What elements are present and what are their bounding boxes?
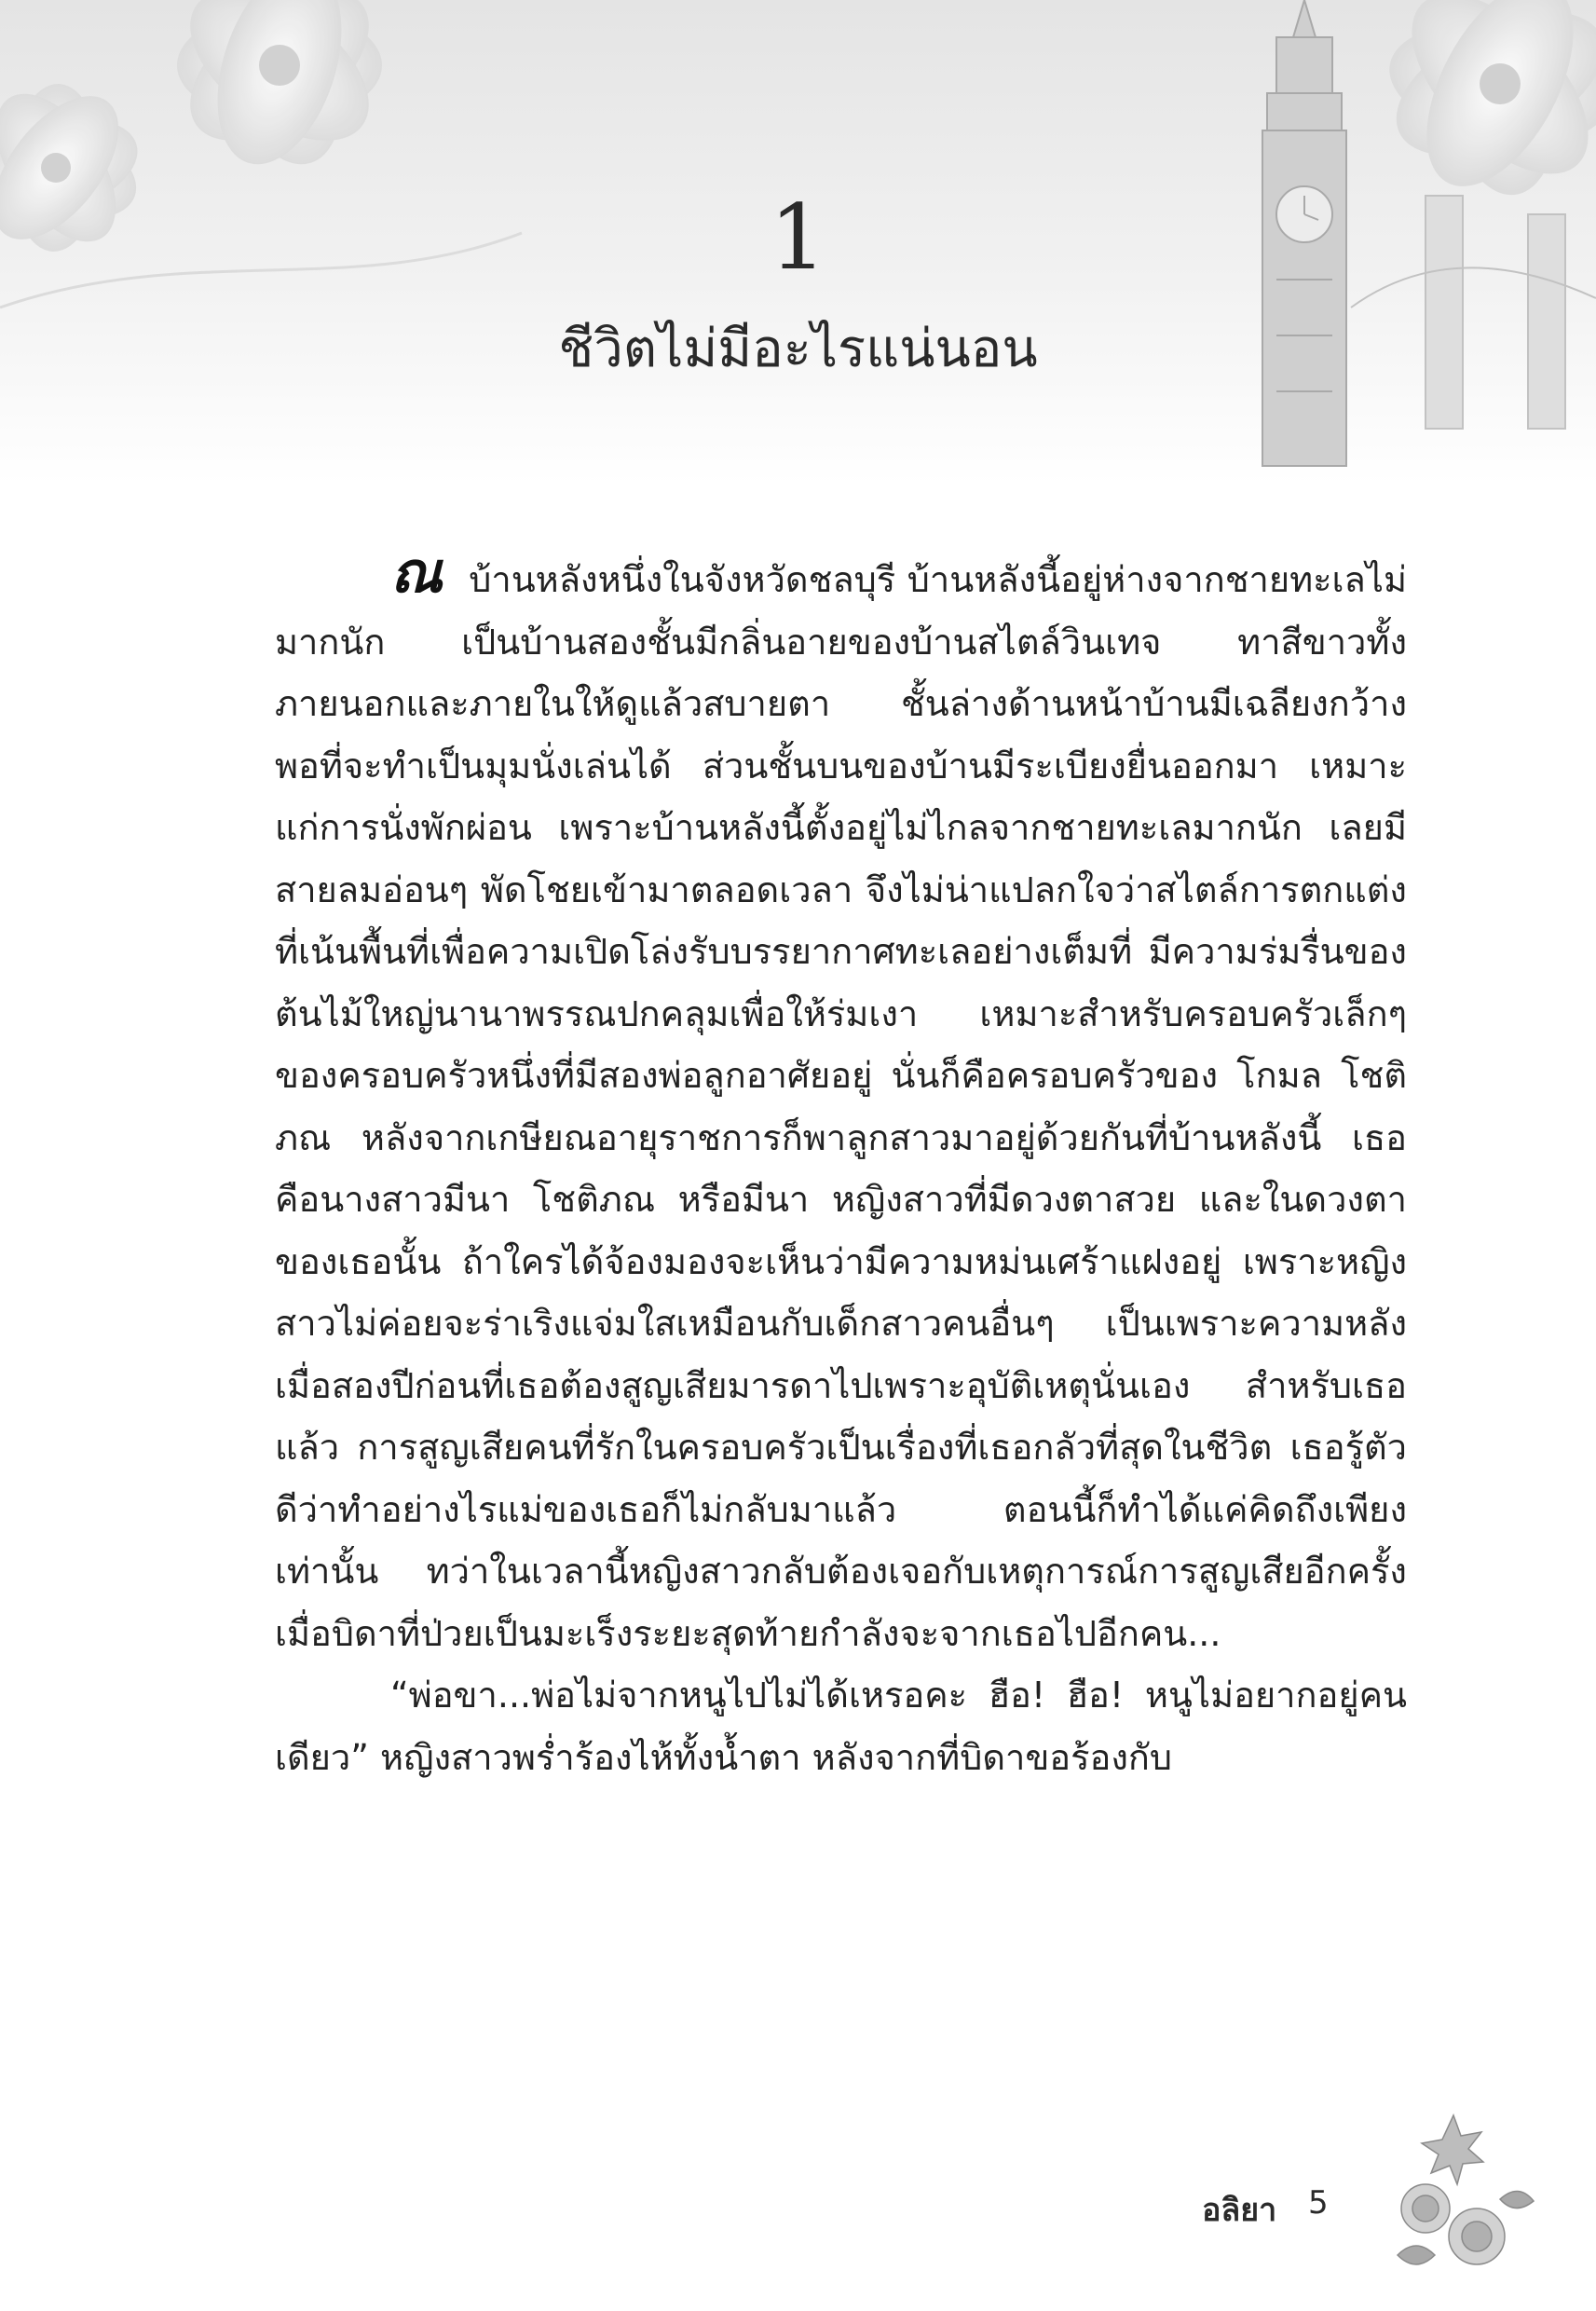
drop-cap: ณ (390, 540, 443, 606)
chapter-body (275, 542, 1407, 1788)
page-number: 5 (1308, 2184, 1329, 2222)
paragraph-2: “พ่อขา...พ่อไม่จากหนูไปไม่ได้เหรอคะ ฮือ! ฮือ! หนูไม่อยากอยู่คนเดียว” หญิงสาวพร่ำร้องไห้ทั้งน้ำตา หลังจากที่บิดาขอร้องกับ (275, 1675, 1407, 1778)
footer-author: อลิยา (1202, 2192, 1277, 2229)
paragraph-1-text: บ้านหลังหนึ่งในจังหวัดชลบุรี บ้านหลังนี้อยู่ห่างจากชายทะเลไม่มากนัก เป็นบ้านสองชั้นมีกลิ่นอายของบ้านสไตล์วินเทจ ทาสีขาวทั้งภายนอกและภายในให้ดูแล้วสบายตา ชั้นล่างด้านหน้าบ้านมีเฉลียงกว้างพอที่จะทำเป็นมุมนั่งเล่นได้ ส่วนชั้นบนของบ้านมีระเบียงยื่นออกมา เหมาะแก่การนั่งพักผ่อน เพราะบ้านหลังนี้ตั้งอยู่ไม่ไกลจากชายทะเลมากนัก เลยมีสายลมอ่อนๆ พัดโชยเข้ามาตลอดเวลา จึงไม่น่าแปลกใจว่าสไตล์การตกแต่งที่เน้นพื้นที่เพื่อความเปิดโล่งรับบรรยากาศทะเลอย่างเต็มที่ มีความร่มรื่นของต้นไม้ใหญ่นานาพรรณปกคลุมเพื่อให้ร่มเงา เหมาะสำหรับครอบครัวเล็กๆ ของครอบครัวหนึ่งที่มีสองพ่อลูกอาศัยอยู่ นั่นก็คือครอบครัวของ โกมล โชติภณ หลังจากเกษียณอายุราชการก็พาลูกสาวมาอยู่ด้วยกันที่บ้านหลังนี้ เธอคือนางสาวมีนา โชติภณ หรือมีนา หญิงสาวที่มีดวงตาสวย และในดวงตาของเธอนั้น ถ้าใครได้จ้องมองจะเห็นว่ามีความหม่นเศร้าแฝงอยู่ เพราะหญิงสาวไม่ค่อยจะร่าเริงแจ่มใสเหมือนกับเด็กสาวคนอื่นๆ เป็นเพราะความหลังเมื่อสองปีก่อนที่เธอต้องสูญเสียมารดาไปเพราะอุบัติเหตุนั่นเอง สำหรับเธอแล้ว การสูญเสียคนที่รักในครอบครัวเป็นเรื่องที่เธอกลัวที่สุดในชีวิต เธอรู้ตัวดีว่าทำอย่างไรแม่ของเธอก็ไม่กลับมาแล้ว ตอนนี้ก็ทำได้แค่คิดถึงเพียงเท่านั้น ทว่าในเวลานี้หญิงสาวกลับต้องเจอกับเหตุการณ์การสูญเสียอีกครั้ง เมื่อบิดาที่ป่วยเป็นมะเร็งระยะสุดท้ายกำลังจะจากเธอไปอีกคน... (275, 559, 1407, 1654)
paragraph-1 (275, 542, 1407, 1664)
chapter-number: 1 (769, 185, 827, 290)
chapter-title: ชีวิตไม่มีอะไรแน่นอน (558, 319, 1038, 379)
rose-ornament-icon (1360, 2097, 1547, 2283)
